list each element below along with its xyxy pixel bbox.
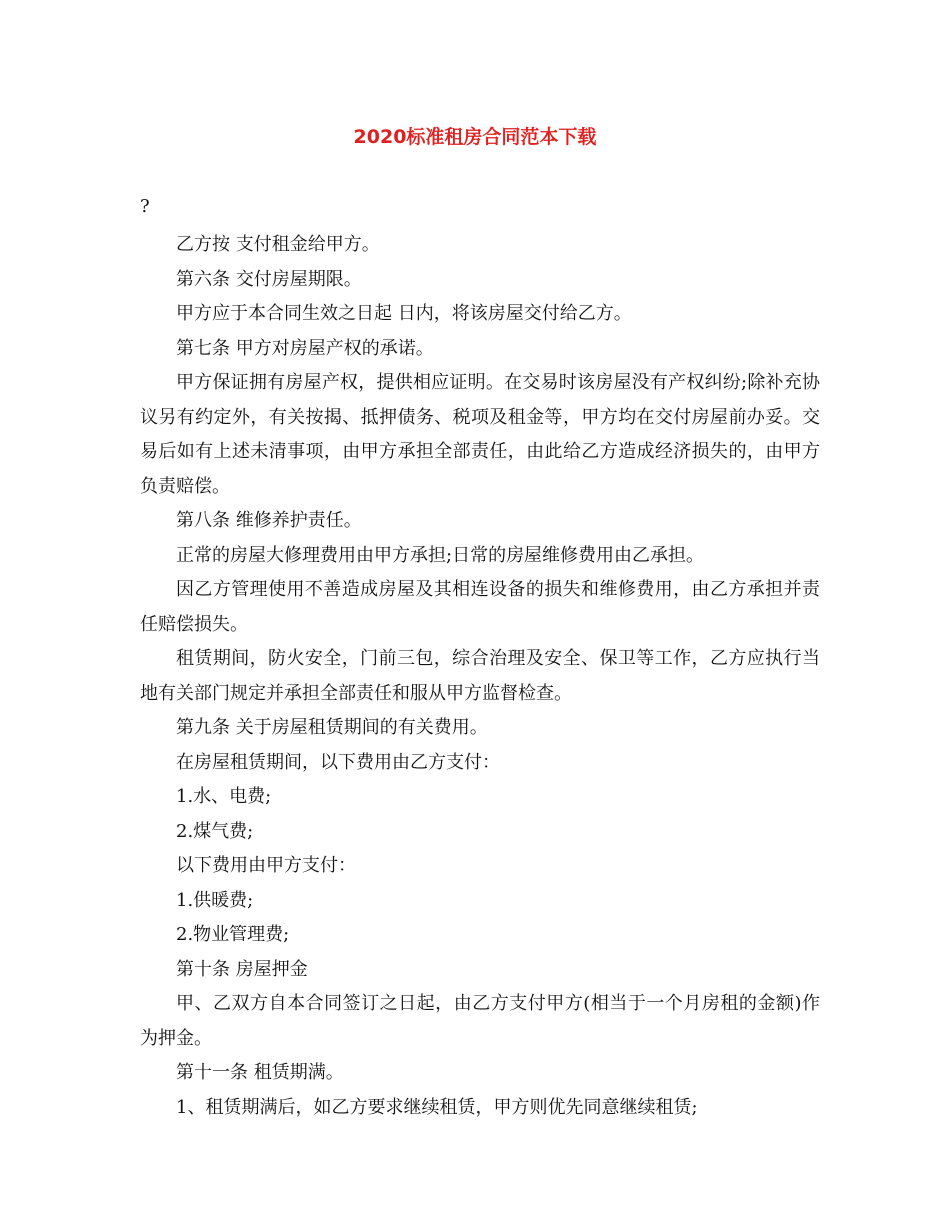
heading-article-9: 第九条 关于房屋租赁期间的有关费用。 — [176, 717, 488, 738]
heading-article-8: 第八条 维修养护责任。 — [176, 510, 362, 531]
document-title: 2020标准租房合同范本下载 — [353, 126, 597, 148]
paragraph-rent-payment: 乙方按 支付租金给甲方。 — [176, 234, 380, 255]
paragraph-delivery-deadline: 甲方应于本合同生效之日起 日内，将该房屋交付给乙方。 — [176, 303, 632, 324]
contract-body — [140, 228, 820, 1125]
stray-question-mark: ? — [140, 196, 150, 217]
paragraph-landlord-costs-intro: 以下费用由甲方支付： — [176, 855, 356, 876]
paragraph-ownership-guarantee: 甲方保证拥有房屋产权，提供相应证明。在交易时该房屋没有产权纠纷;除补充协议另有约定外，有关按揭、抵押债务、税项及租金等，甲方均在交付房屋前办妥。交易后如有上述未清事项，由甲方承担全部责任，由此给乙方造成经济损失的，由甲方负责赔偿。 — [140, 372, 820, 497]
paragraph-tenant-costs-intro: 在房屋租赁期间，以下费用由乙方支付： — [176, 751, 500, 773]
list-item-property-management: 2.物业管理费; — [176, 924, 290, 945]
paragraph-damage-liability: 因乙方管理使用不善造成房屋及其相连设备的损失和维修费用，由乙方承担并责任赔偿损失。 — [140, 579, 820, 635]
list-item-utilities: 1.水、电费; — [176, 786, 272, 807]
paragraph-repair-costs: 正常的房屋大修理费用由甲方承担;日常的房屋维修费用由乙承担。 — [176, 544, 705, 566]
heading-article-10: 第十条 房屋押金 — [176, 958, 308, 980]
heading-article-7: 第七条 甲方对房屋产权的承诺。 — [176, 337, 434, 359]
paragraph-safety-duties: 租赁期间，防火安全，门前三包，综合治理及安全、保卫等工作，乙方应执行当地有关部门规定并承担全部责任和服从甲方监督检查。 — [140, 648, 820, 704]
paragraph-deposit: 甲、乙双方自本合同签订之日起，由乙方支付甲方(相当于一个月房租的金额)作为押金。 — [140, 993, 820, 1049]
heading-article-11: 第十一条 租赁期满。 — [176, 1062, 344, 1083]
paragraph-renewal: 1、租赁期满后，如乙方要求继续租赁，甲方则优先同意继续租赁; — [176, 1096, 698, 1118]
list-item-gas: 2.煤气费; — [176, 820, 254, 842]
list-item-heating: 1.供暖费; — [176, 889, 254, 911]
heading-article-6: 第六条 交付房屋期限。 — [176, 268, 362, 290]
